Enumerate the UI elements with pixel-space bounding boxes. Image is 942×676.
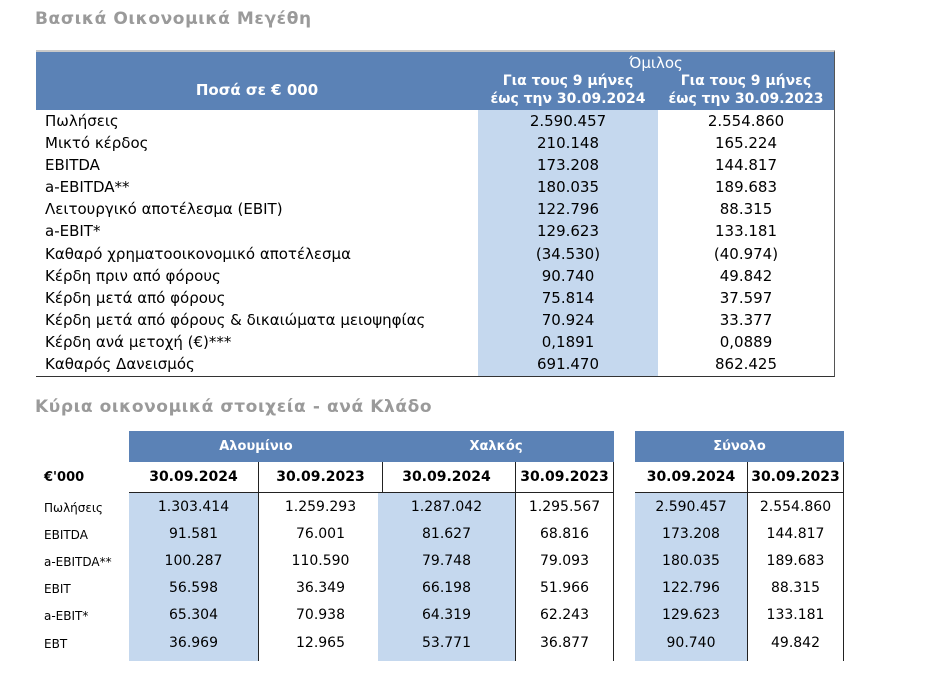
value-2024: 129.623: [536, 222, 600, 241]
row-label: Κέρδη ανά μετοχή (€)***: [45, 332, 232, 351]
section-title-by-segment: Κύρια οικονομικά στοιχεία - ανά Κλάδο: [35, 397, 433, 417]
segment-header: Χαλκός: [378, 431, 614, 462]
date-header-2024: 30.09.2024: [149, 469, 238, 485]
value-2024: 91.581: [169, 526, 218, 542]
value-2024: 129.623: [662, 607, 720, 623]
row-label: a-EBIT*: [45, 222, 101, 241]
table-row: [36, 332, 834, 354]
row-label: Καθαρό χρηματοοικονομικό αποτέλεσμα: [45, 244, 351, 263]
value-2023: 37.597: [719, 288, 773, 307]
row-label: Μικτό κέρδος: [45, 134, 149, 153]
value-2023: 144.817: [714, 156, 778, 175]
table-header: [36, 52, 834, 110]
value-2024: 66.198: [422, 580, 471, 596]
value-2023: 165.224: [714, 134, 778, 153]
value-2023: 133.181: [766, 607, 825, 623]
value-2023: 62.243: [540, 607, 589, 623]
value-2024: 53.771: [422, 635, 471, 651]
value-2023: 189.683: [766, 553, 825, 569]
value-2024: 2.590.457: [529, 112, 607, 130]
value-2024: 122.796: [536, 200, 600, 219]
value-2023: 76.001: [296, 526, 345, 542]
row-label: EBIT: [44, 582, 71, 596]
row-label: Πωλήσεις: [45, 112, 119, 130]
value-2024: 180.035: [662, 553, 720, 569]
table-row: [36, 155, 834, 177]
table-row: [36, 288, 834, 310]
value-2023: 133.181: [714, 222, 778, 241]
value-2023: 88.315: [771, 580, 820, 596]
row-label: EBITDA: [45, 156, 100, 175]
date-header-2023: 30.09.2023: [276, 469, 365, 485]
value-2023: 88.315: [719, 200, 773, 219]
value-2024: 173.208: [662, 526, 720, 542]
row-label: Κέρδη πριν από φόρους: [45, 266, 221, 285]
group-financials-table: [36, 50, 835, 377]
value-2023: 12.965: [296, 635, 345, 651]
value-2023: 36.877: [540, 635, 589, 651]
value-2023: 68.816: [540, 526, 589, 542]
column-header-2024: Για τους 9 μήνες έως την 30.09.2024: [490, 73, 646, 107]
value-2023: 33.377: [719, 310, 773, 329]
date-header-2023: 30.09.2023: [520, 469, 609, 485]
group-label: Όμιλος: [629, 54, 683, 72]
table-row: [36, 310, 834, 332]
value-2024: 691.470: [536, 355, 600, 374]
value-2023: 2.554.860: [707, 112, 785, 130]
value-2024: 180.035: [536, 178, 600, 197]
segment-header: Σύνολο: [635, 431, 844, 462]
row-label: Καθαρός Δανεισμός: [45, 355, 195, 374]
value-2023: 70.938: [296, 607, 345, 623]
table-row: [36, 199, 834, 221]
value-2023: 49.842: [771, 635, 820, 651]
table-row: [36, 221, 834, 243]
table-row: [36, 177, 834, 199]
value-2024: 100.287: [164, 553, 223, 569]
value-2023: 49.842: [719, 266, 773, 285]
row-label: EBITDA: [44, 528, 88, 542]
value-2024: 210.148: [536, 134, 600, 153]
value-2023: (40.974): [713, 244, 779, 263]
value-2023: 79.093: [540, 553, 589, 569]
value-2023: 1.259.293: [284, 499, 357, 515]
divider: [635, 492, 844, 493]
value-2023: 144.817: [766, 526, 825, 542]
divider: [129, 492, 383, 493]
value-2024: 70.924: [541, 310, 595, 329]
value-2024: 90.740: [541, 266, 595, 285]
column-header-2023: Για τους 9 μήνες έως την 30.09.2023: [668, 73, 824, 107]
unit-label: €'000: [44, 470, 85, 485]
value-2024: 64.319: [422, 607, 471, 623]
value-2024: 0,1891: [541, 332, 595, 351]
row-label: EBT: [44, 637, 68, 651]
value-2023: 36.349: [296, 580, 345, 596]
value-2024: 1.303.414: [157, 499, 230, 515]
section-title-basic-figures: Βασικά Οικονομικά Μεγέθη: [35, 9, 312, 29]
value-2024: 122.796: [662, 580, 720, 596]
value-2024: 2.590.457: [655, 499, 727, 515]
table-row: [36, 111, 834, 133]
value-2024: (34.530): [535, 244, 601, 263]
table-row: [36, 266, 834, 288]
date-header-2024: 30.09.2024: [646, 469, 736, 485]
value-2023: 2.554.860: [759, 499, 832, 515]
value-2024: 173.208: [536, 156, 600, 175]
row-label: a-EBIT*: [44, 609, 89, 623]
value-2023: 110.590: [291, 553, 350, 569]
amount-unit-label: Ποσά σε € 000: [195, 81, 319, 99]
row-label: Λειτουργικό αποτέλεσμα (EBIT): [45, 200, 283, 219]
table-body: [36, 111, 834, 376]
date-header-2024: 30.09.2024: [402, 469, 491, 485]
row-label: a-EBITDA**: [45, 178, 130, 197]
table-row: [36, 354, 834, 376]
value-2023: 862.425: [714, 355, 778, 374]
value-2023: 1.295.567: [528, 499, 601, 515]
value-2024: 1.287.042: [410, 499, 483, 515]
table-row: [36, 244, 834, 266]
value-2024: 75.814: [541, 288, 595, 307]
value-2024: 56.598: [169, 580, 218, 596]
date-header-2023: 30.09.2023: [751, 469, 840, 485]
value-2023: 0,0889: [719, 332, 773, 351]
value-2023: 189.683: [714, 178, 778, 197]
value-2024: 65.304: [169, 607, 218, 623]
row-label: Κέρδη μετά από φόρους: [45, 288, 226, 307]
value-2024: 36.969: [169, 635, 218, 651]
value-2024: 90.740: [666, 635, 716, 651]
value-2024: 81.627: [422, 526, 471, 542]
table-row: [36, 133, 834, 155]
value-2023: 51.966: [540, 580, 589, 596]
row-label: Πωλήσεις: [44, 501, 103, 515]
row-label: a-EBITDA**: [44, 555, 112, 569]
value-2024: 79.748: [422, 553, 471, 569]
row-label: Κέρδη μετά από φόρους & δικαιώματα μειοψηφίας: [45, 310, 426, 329]
divider: [378, 492, 614, 493]
segment-header: Αλουμίνιο: [129, 431, 383, 462]
